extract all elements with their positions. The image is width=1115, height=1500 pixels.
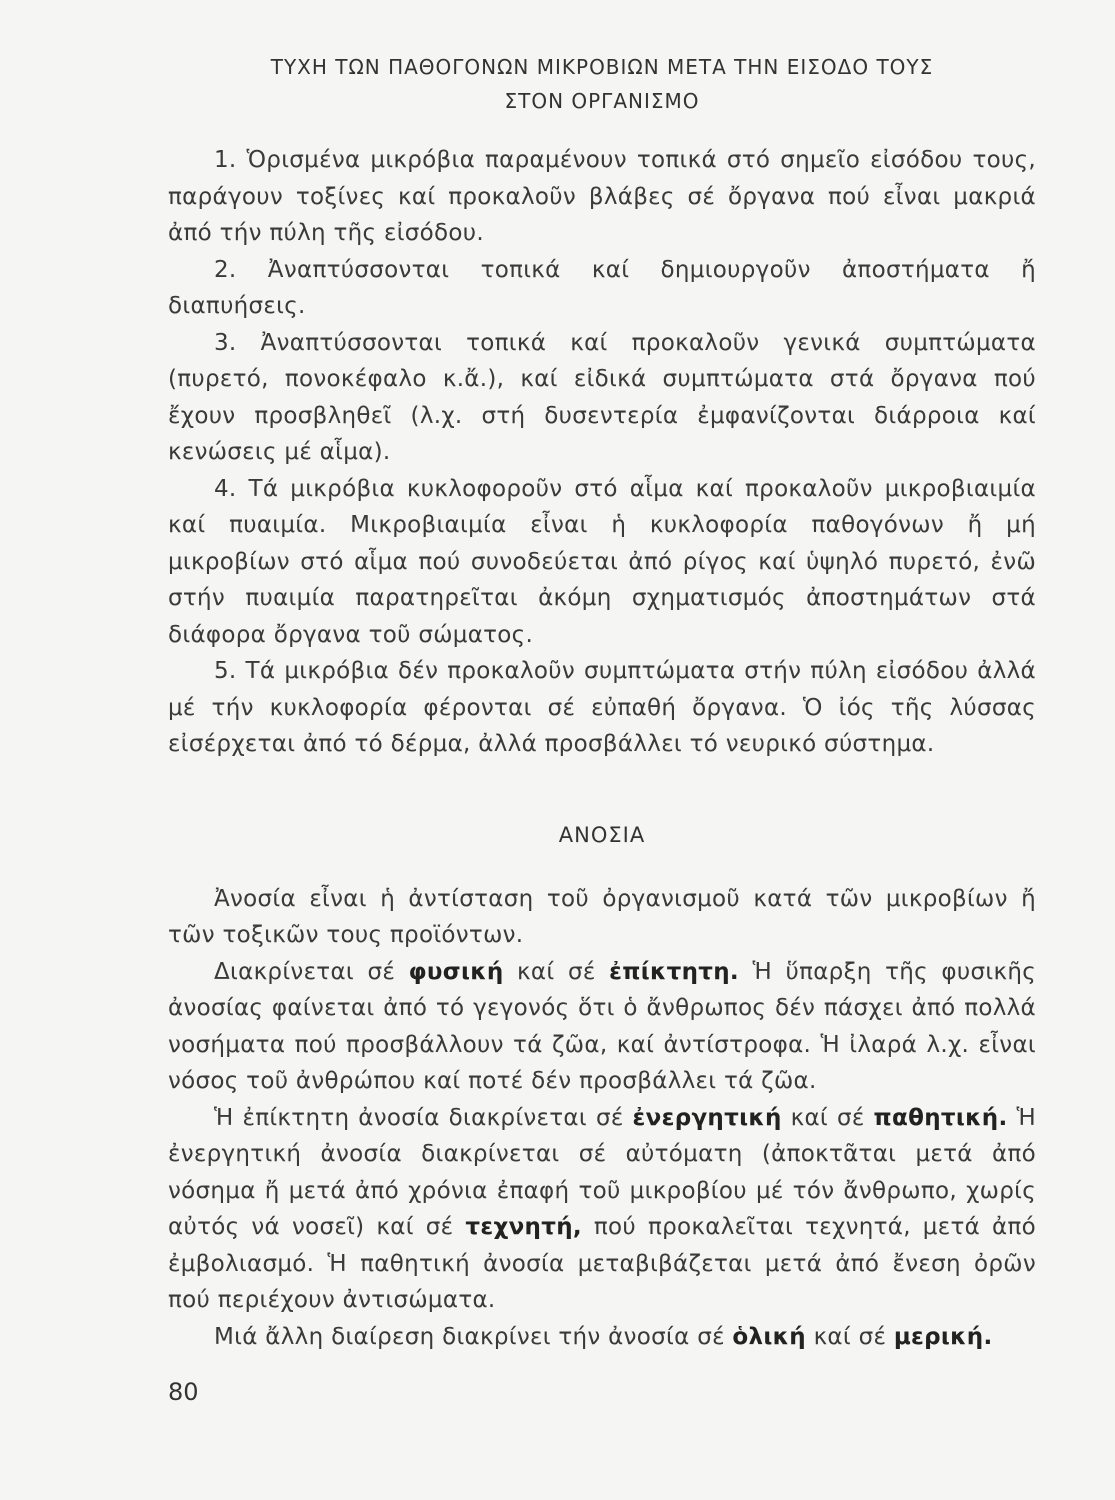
paragraph-types [168, 954, 1036, 1100]
bold-term: μερική. [893, 1323, 993, 1350]
list-item: 2. Ἀναπτύσσονται τοπικά καί δημιουργοῦν ἀποστήματα ἤ διαπυήσεις. [168, 256, 1036, 319]
paragraph-division [168, 1319, 1036, 1356]
heading-line-1: ΤΥΧΗ ΤΩΝ ΠΑΘΟΓΟΝΩΝ ΜΙΚΡΟΒΙΩΝ ΜΕΤΑ ΤΗΝ ΕΙΣΟΔΟ ΤΟΥΣ [270, 55, 934, 79]
page-content [168, 50, 1036, 1355]
page-heading [168, 50, 1036, 118]
list-item: 1. Ὁρισμένα μικρόβια παραμένουν τοπικά στό σημεῖο εἰσόδου τους, παράγουν τοξίνες καί προκαλοῦν βλάβες σέ ὄργανα πού εἶναι μακριά ἀπό τήν πύλη τῆς εἰσόδου. [168, 147, 1036, 246]
bold-term: ὁλική [732, 1323, 806, 1350]
text-run: Ἡ ἐπίκτητη ἀνοσία διακρίνεται σέ [214, 1104, 633, 1131]
list-item: 3. Ἀναπτύσσονται τοπικά καί προκαλοῦν γενικά συμπτώματα (πυρετό, πονοκέφαλο κ.ἄ.), καί εἰδικά συμπτώματα στά ὄργανα πού ἔχουν προσβληθεῖ (λ.χ. στή δυσεντερία ἐμφανίζονται διάρροια καί κενώσεις μέ αἷμα). [168, 329, 1036, 465]
bold-term: ἐπίκτητη. [609, 958, 739, 985]
bold-term: ἐνεργητική [632, 1104, 782, 1131]
list-item: 4. Τά μικρόβια κυκλοφοροῦν στό αἷμα καί προκαλοῦν μικροβιαιμία καί πυαιμία. Μικροβιαιμία εἶναι ἡ κυκλοφορία παθογόνων ἤ μή μικροβίων στό αἷμα πού συνοδεύεται ἀπό ρίγος καί ὑψηλό πυρετό, ἐνῶ στήν πυαιμία παρατηρεῖται ἀκόμη σχηματισμός ἀποστημάτων στά διάφορα ὄργανα τοῦ σώματος. [168, 475, 1036, 648]
bold-term: τεχνητή, [465, 1214, 582, 1240]
paragraph-definition: Ἀνοσία εἶναι ἡ ἀντίσταση τοῦ ὀργανισμοῦ κατά τῶν μικροβίων ἤ τῶν τοξικῶν τους προϊόντων. [168, 885, 1036, 948]
text-run: πού προκαλεῖται τεχνητά, μετά ἀπό ἐμβολιασμό. Ἡ παθητική ἀνοσία μεταβιβάζεται μετά ἀπό ἔνεση ὀρῶν πού περιέχουν ἀντισώματα. [168, 1214, 1037, 1313]
bold-term: παθητική. [873, 1104, 1008, 1131]
text-run: καί σέ [503, 958, 610, 985]
page-number: 80 [168, 1378, 199, 1406]
heading-line-2: ΣΤΟΝ ΟΡΓΑΝΙΣΜΟ [504, 89, 700, 113]
section-title: ΑΝΟΣΙΑ [558, 822, 646, 847]
text-run: Ἡ ὕπαρξη τῆς φυσικῆς ἀνοσίας φαίνεται ἀπό τό γεγονός ὅτι ὁ ἄνθρωπος δέν πάσχει ἀπό πολλά νοσήματα πού προσβάλλουν τά ζῶα, καί ἀντίστροφα. Ἡ ἰλαρά λ.χ. εἶναι νόσος τοῦ ἀνθρώπου καί ποτέ δέν προσβάλλει τά ζῶα. [168, 958, 1037, 1094]
bold-term: φυσική [408, 958, 504, 985]
paragraph-acquired [168, 1100, 1036, 1319]
text-run: καί σέ [781, 1104, 874, 1131]
text-run: Ἡ ἐνεργητική ἀνοσία διακρίνεται σέ αὐτόματη (ἀποκτᾶται μετά ἀπό νόσημα ἤ μετά ἀπό χρόνια ἐπαφή τοῦ μικροβίου μέ τόν ἄνθρωπο, χωρίς αὐτός νά νοσεῖ) καί σέ [168, 1104, 1036, 1240]
text-run: Μιά ἄλλη διαίρεση διακρίνει τήν ἀνοσία σέ [214, 1323, 733, 1350]
text-run: καί σέ [805, 1323, 894, 1350]
text-run: Διακρίνεται σέ [214, 958, 409, 985]
list-item: 5. Τά μικρόβια δέν προκαλοῦν συμπτώματα στήν πύλη εἰσόδου ἀλλά μέ τήν κυκλοφορία φέρονται σέ εὐπαθή ὄργανα. Ὁ ἰός τῆς λύσσας εἰσέρχεται ἀπό τό δέρμα, ἀλλά προσβάλλει τό νευρικό σύστημα. [168, 658, 1036, 757]
